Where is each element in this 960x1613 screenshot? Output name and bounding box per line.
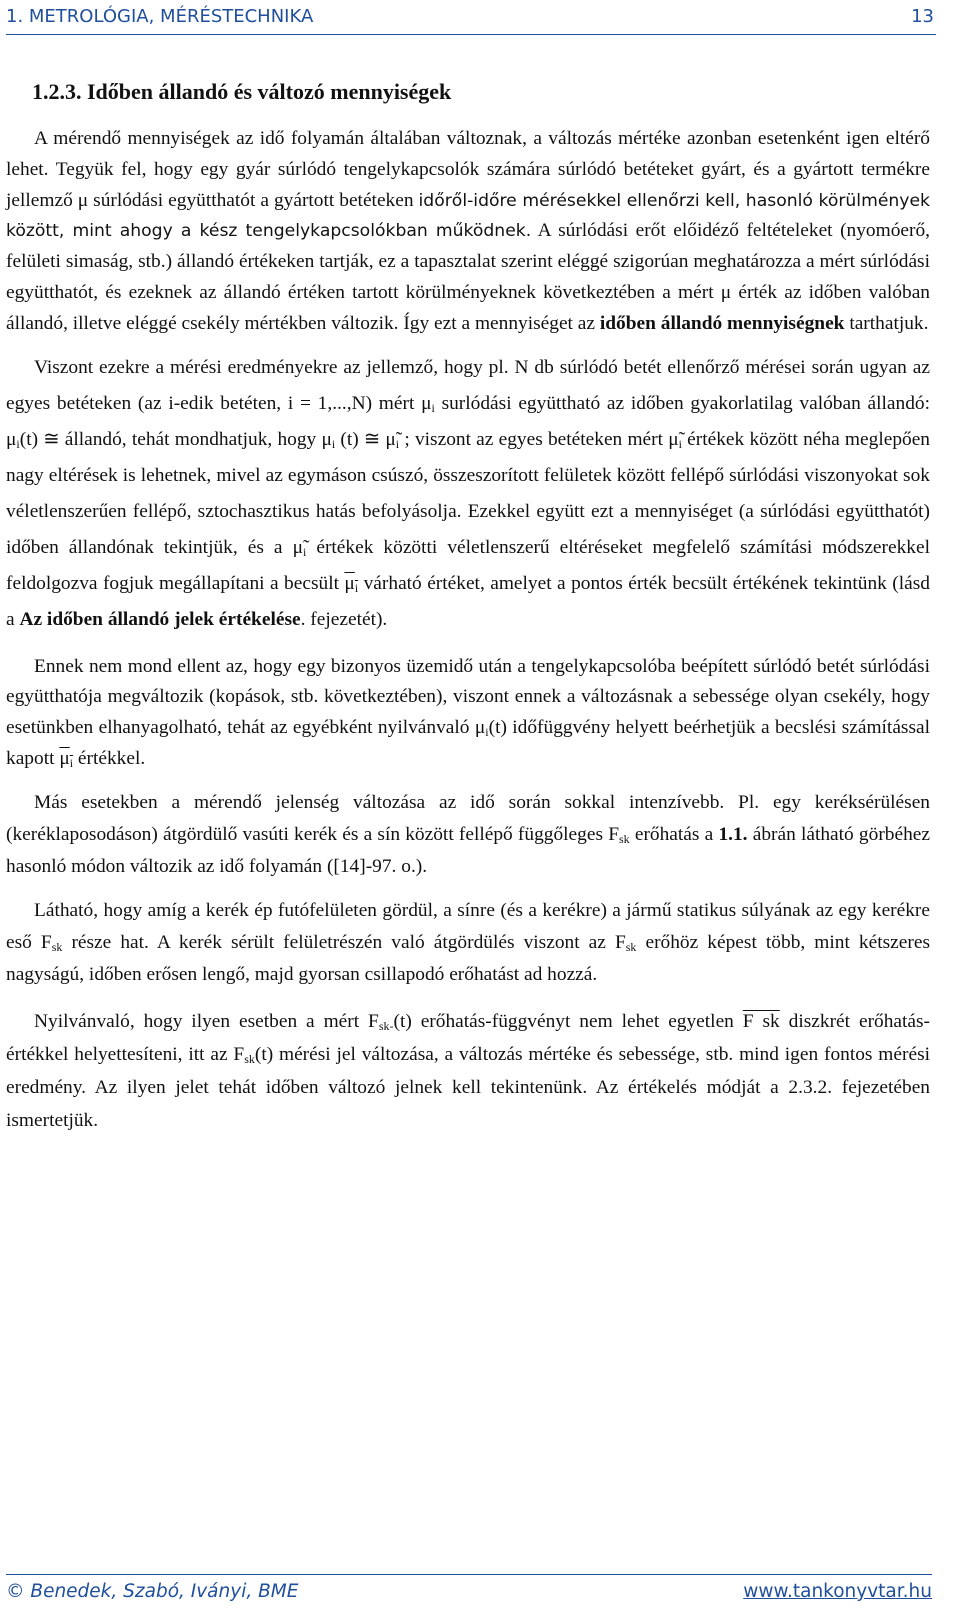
mu-symbol: μ — [720, 281, 732, 303]
p6-text-b: (t) erőhatás-függvényt nem lehet egyetlen — [393, 1010, 743, 1032]
p5-text-a: Látható, hogy amíg a kerék ép futófelületen gördül, a sínre (és a kerékre) a jármű statikus súlyának az egy kerékre eső F — [6, 899, 930, 953]
mu-symbol: μ — [77, 189, 89, 211]
paragraph-5 — [6, 895, 930, 991]
p3-text-a: Ennek nem mond ellent az, hogy egy bizonyos üzemidő után a tengelykapcsolóba beépített súrlódó betét súrlódási együtthatója megváltozik (kopások, stb. következtében), viszont ennek a változásnak a sebessége olyan csekély, hogy esetünkben elhanyagolható, tehát az egyébként nyilvánvaló — [6, 655, 930, 739]
mu-tilde-symbol: $\mu_i$ — [668, 428, 682, 451]
p2-text-f: ; viszont az egyes betéteken mért — [404, 428, 669, 450]
f-sk-bar-symbol: F sk — [742, 1010, 780, 1032]
p2-text-g: értékek között néha meglepően nagy eltérések is lehetnek, mivel az egymáson csúszó, összeszorított felületek között fellépő súrlódási viszonyokat sok véletlenszerűen fellépő, sztochasztikus hatás befolyásolja. Ezekkel együtt ezt a mennyiséget (a súrlódási együtthatót) időben állandónak tekintjük, és a — [6, 428, 931, 558]
paragraph-2 — [6, 350, 930, 638]
p6-text-c: diszkrét erőhatás-értékkel helyettesíteni, itt az F — [6, 1010, 931, 1065]
mu-tilde-symbol: $\mu_i$ — [385, 428, 400, 451]
p2-text-e: (t) — [335, 428, 364, 450]
p2-text-j: várható értéket, amelyet a pontos érték becsült értékének tekintünk (lásd a — [6, 572, 930, 630]
page-footer — [6, 1574, 932, 1605]
sk-subscript: sk — [51, 939, 63, 954]
website-link[interactable]: www.tankonyvtar.hu — [743, 1581, 932, 1602]
p4-text-a: Más esetekben a mérendő jelenség változása az idő során sokkal intenzívebb. Pl. egy keréksérülésen (keréklaposodáson) átgördülő vasúti kerék és a sín között fellépő függőleges F — [6, 791, 930, 845]
paragraph-3 — [6, 652, 930, 775]
p2-bold-reference: Az időben állandó jelek értékelése — [19, 608, 301, 630]
paragraph-6 — [6, 1005, 930, 1137]
mu-i-symbol: $\mu_i$ — [6, 428, 20, 451]
approx-symbol: ≅ — [43, 428, 60, 450]
mu-bar-symbol: $\mu_i$ — [59, 747, 74, 770]
mu-tilde-symbol: $\mu_i$ — [292, 536, 307, 559]
sk-subscript: sk — [244, 1051, 255, 1066]
sk-subscript: sk — [625, 939, 637, 954]
p1-text-c: A súrlódási erőt előidéző feltételeket (nyomóerő, felületi simaság, stb.) állandó értékeken tartják, ez a tapasztalat szerint eléggé szigorúan meghatározza a mért súrlódási együtthatót, és ezeknek az állandó értéken tartott körülményeknek következtében a mért — [6, 220, 931, 303]
p2-text-b: surlódási együttható az időben gyakorlatilag valóban állandó: — [434, 392, 930, 414]
figure-reference: 1.1. — [718, 823, 748, 845]
p2-text-a: Viszont ezekre a mérési eredményekre az jellemző, hogy pl. N db súrlódó betét ellenőrző mérései során ugyan az egyes betéteken (az i-edik betéten, i = 1,...,N) mért — [6, 356, 930, 414]
paragraph-1 — [6, 124, 930, 340]
p5-text-b: része hat. A kerék sérült felületrészén való átgördülés viszont az F — [62, 931, 626, 953]
p1-sans-text: időről-időre mérésekkel ellenőrzi kell, hasonló körülmények között, mint ahogy a kész tengelykapcsolókban működnek. — [6, 190, 930, 242]
p5-text-c: erőhöz képest több, mint kétszeres nagyságú, időben erősen lengő, majd gyorsan csillapodó erőhatást ad hozzá. — [6, 931, 930, 985]
section-heading: 1.2.3. Időben állandó és változó mennyiségek — [32, 79, 452, 104]
p1-text-d: érték az időben valóban állandó, illetve eléggé csekély mértékben változik. Így ezt a mennyiséget az — [6, 281, 930, 334]
sk-dash-subscript: sk- — [378, 1018, 394, 1033]
p1-text-b: súrlódási együtthatót a gyártott betéteken — [88, 189, 419, 211]
sk-subscript: sk — [618, 831, 630, 846]
p2-text-h: értékek közötti véletlenszerű eltéréseket megfelelő számítási módszerekkel feldolgozva fogjuk megállapítani a becsült — [6, 536, 930, 594]
page-header — [6, 6, 936, 35]
mu-bar-symbol: $\mu_i$ — [344, 572, 359, 595]
p6-text-a: Nyilvánvaló, hogy ilyen esetben a mért F — [34, 1010, 379, 1032]
p1-bold-term: időben állandó mennyiségnek — [599, 312, 845, 334]
mu-i-symbol: $\mu_i$ — [321, 428, 336, 451]
p3-text-b: (t) időfüggvény helyett beérhetjük a becslési számítással kapott — [6, 717, 931, 769]
page-number: 13 — [911, 6, 934, 27]
authors-credit: © Benedek, Szabó, Iványi, BME — [6, 1581, 299, 1602]
p1-text-a: A mérendő mennyiségek az idő folyamán általában változnak, a változás mértéke azonban esetenként igen eltérő lehet. Tegyük fel, hogy egy gyár súrlódó tengelykapcsolók számára súrlódó betéteket gyárt, és a gyártott termékre jellemző — [6, 128, 930, 211]
p4-text-c: ábrán látható görbéhez hasonló módon változik az idő folyamán ([14]-97. o.). — [6, 823, 930, 877]
p6-text-d: (t) mérési jel változása, a változás mértéke és sebessége, stb. mind igen fontos mérési eredmény. Az ilyen jelet tehát időben változó jelnek kell tekintenünk. Az értékelés módját a 2.3.2. fejezetében ismertetjük. — [6, 1043, 930, 1131]
paragraph-4 — [6, 787, 930, 883]
p4-text-b: erőhatás a — [629, 823, 719, 845]
mu-i-symbol: $\mu_i$ — [474, 717, 489, 740]
p1-text-e: tarthatjuk. — [844, 312, 929, 334]
approx-symbol: ≅ — [363, 428, 381, 450]
page-body — [6, 78, 930, 1155]
mu-i-symbol: $\mu_i$ — [421, 392, 435, 415]
p3-text-c: értékkel. — [73, 747, 146, 769]
p2-text-d: állandó, tehát mondhatjuk, hogy — [59, 428, 322, 450]
p2-text-c: (t) — [19, 428, 44, 450]
p2-text-k: . fejezetét). — [300, 608, 388, 630]
chapter-title: 1. METROLÓGIA, MÉRÉSTECHNIKA — [6, 6, 314, 27]
